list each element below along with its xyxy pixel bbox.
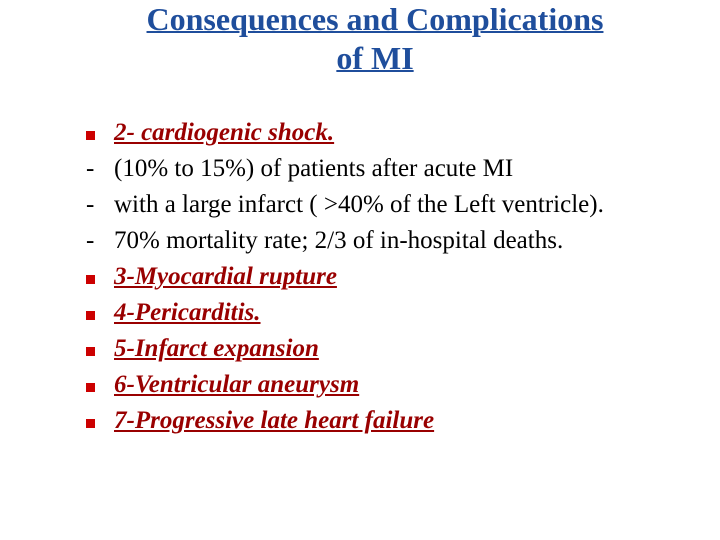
list-item-text: (10% to 15%) of patients after acute MI — [114, 155, 514, 182]
dash-bullet: - — [86, 227, 95, 254]
bullet-list — [86, 115, 706, 439]
list-item — [86, 151, 706, 187]
square-bullet-icon — [86, 347, 95, 356]
square-bullet-icon — [86, 383, 95, 392]
square-bullet-icon — [86, 131, 95, 140]
dash-bullet: - — [86, 191, 95, 218]
list-item — [86, 331, 706, 367]
list-item — [86, 187, 706, 223]
list-item-text: 2- cardiogenic shock. — [114, 119, 335, 146]
list-item — [86, 259, 706, 295]
list-item-text: 6-Ventricular aneurysm — [114, 371, 360, 398]
square-bullet-icon — [86, 115, 106, 151]
dash-bullet: - — [86, 155, 95, 182]
list-item-text: 5-Infarct expansion — [114, 335, 319, 362]
list-item — [86, 403, 706, 439]
square-bullet-icon — [86, 403, 106, 439]
list-item — [86, 295, 706, 331]
list-item-text: 70% mortality rate; 2/3 of in-hospital deaths. — [114, 227, 564, 254]
square-bullet-icon — [86, 419, 95, 428]
slide-title — [60, 0, 690, 78]
list-item — [86, 115, 706, 151]
square-bullet-icon — [86, 311, 95, 320]
title-line-2: of MI — [336, 40, 414, 76]
list-item-text: 7-Progressive late heart failure — [114, 407, 435, 434]
list-item — [86, 367, 706, 403]
list-item — [86, 223, 706, 259]
square-bullet-icon — [86, 367, 106, 403]
square-bullet-icon — [86, 331, 106, 367]
list-item-text: 4-Pericarditis. — [114, 299, 261, 326]
list-item-text: 3-Myocardial rupture — [114, 263, 337, 290]
square-bullet-icon — [86, 275, 95, 284]
square-bullet-icon — [86, 259, 106, 295]
list-item-text: with a large infarct ( >40% of the Left ventricle). — [114, 191, 604, 218]
title-line-1: Consequences and Complications — [146, 1, 604, 37]
square-bullet-icon — [86, 295, 106, 331]
